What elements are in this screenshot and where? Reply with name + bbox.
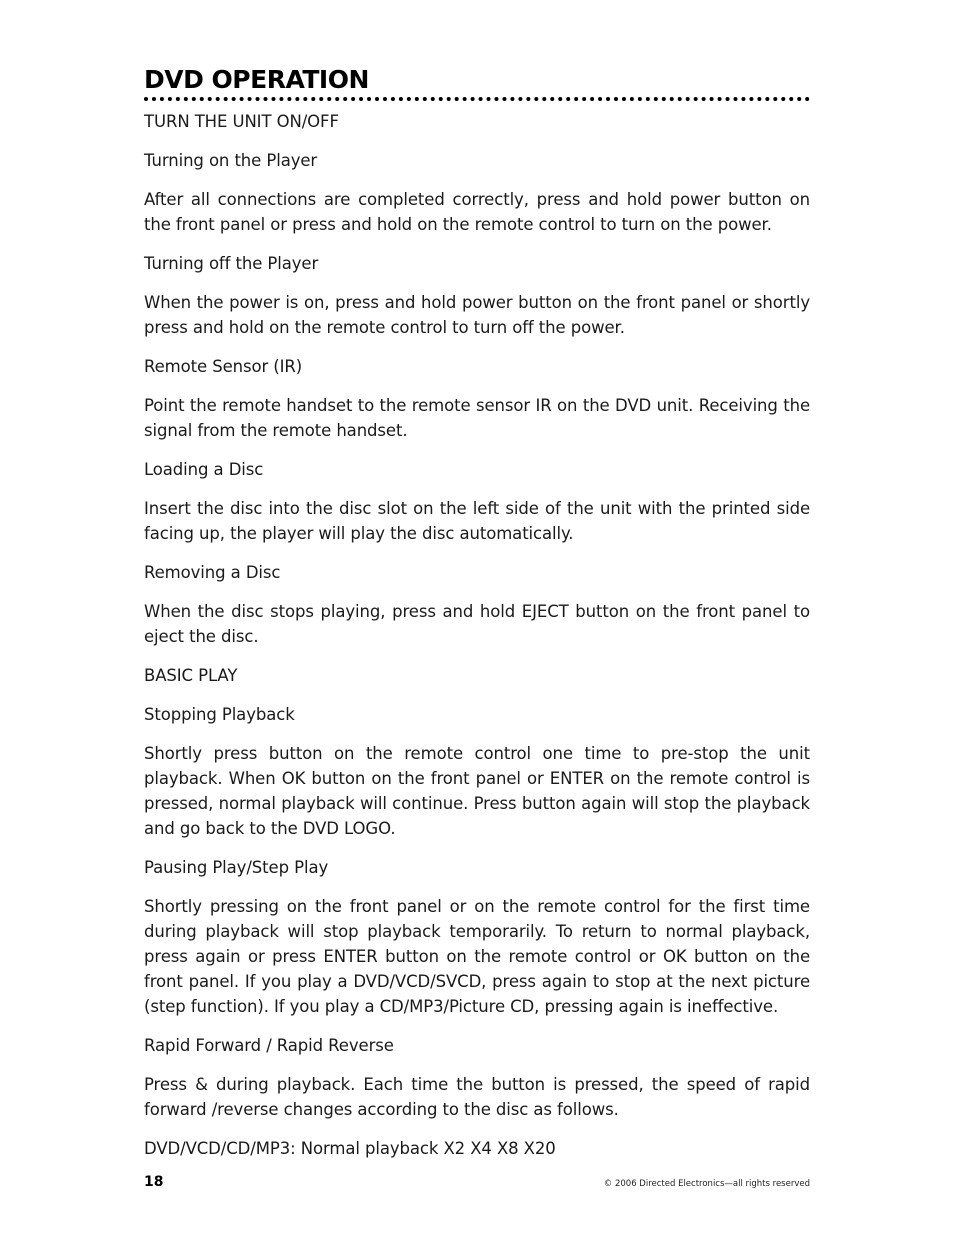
subheading-turning-on: Turning on the Player <box>144 151 318 170</box>
subheading-stopping-playback: Stopping Playback <box>144 705 295 724</box>
paragraph-speed-list: DVD/VCD/CD/MP3: Normal playback X2 X4 X8 X20 <box>144 1139 556 1158</box>
body-content <box>144 109 810 1161</box>
subheading-loading-disc: Loading a Disc <box>144 460 264 479</box>
subheading-pausing-play: Pausing Play/Step Play <box>144 858 329 877</box>
page <box>144 64 810 1175</box>
page-number: 18 <box>144 1174 164 1190</box>
paragraph-turning-on: After all connections are completed correctly, press and hold power button on the front panel or press and hold on the remote control to turn on the power. <box>144 190 810 234</box>
paragraph-loading-disc: Insert the disc into the disc slot on the left side of the unit with the printed side facing up, the player will play the disc automatically. <box>144 499 810 543</box>
paragraph-rapid-forward-reverse: Press & during playback. Each time the button is pressed, the speed of rapid forward /reverse changes according to the disc as follows. <box>144 1075 810 1119</box>
paragraph-remote-sensor: Point the remote handset to the remote sensor IR on the DVD unit. Receiving the signal from the remote handset. <box>144 396 810 440</box>
section-heading-turn-unit-on-off: TURN THE UNIT ON/OFF <box>144 112 339 131</box>
section-heading-basic-play: BASIC PLAY <box>144 666 238 685</box>
paragraph-turning-off: When the power is on, press and hold power button on the front panel or shortly press and hold on the remote control to turn off the power. <box>144 293 810 337</box>
subheading-turning-off: Turning off the Player <box>144 254 319 273</box>
subheading-remote-sensor: Remote Sensor (IR) <box>144 357 303 376</box>
page-title: DVD OPERATION <box>144 65 369 94</box>
paragraph-removing-disc: When the disc stops playing, press and hold EJECT button on the front panel to eject the disc. <box>144 602 810 646</box>
dotted-divider <box>144 97 810 101</box>
copyright-notice: © 2006 Directed Electronics—all rights reserved <box>603 1179 810 1189</box>
paragraph-stopping-playback: Shortly press button on the remote control one time to pre-stop the unit playback. When OK button on the front panel or ENTER on the remote control is pressed, normal playback will continue. Press button again will stop the playback and go back to the DVD LOGO. <box>144 744 810 838</box>
paragraph-pausing-play: Shortly pressing on the front panel or on the remote control for the first time during playback will stop playback temporarily. To return to normal playback, press again or press ENTER button on the remote control or OK button on the front panel. If you play a DVD/VCD/SVCD, press again to stop at the next picture (step function). If you play a CD/MP3/Picture CD, pressing again is ineffective. <box>144 897 810 1016</box>
subheading-removing-disc: Removing a Disc <box>144 563 281 582</box>
subheading-rapid-forward-reverse: Rapid Forward / Rapid Reverse <box>144 1036 394 1055</box>
